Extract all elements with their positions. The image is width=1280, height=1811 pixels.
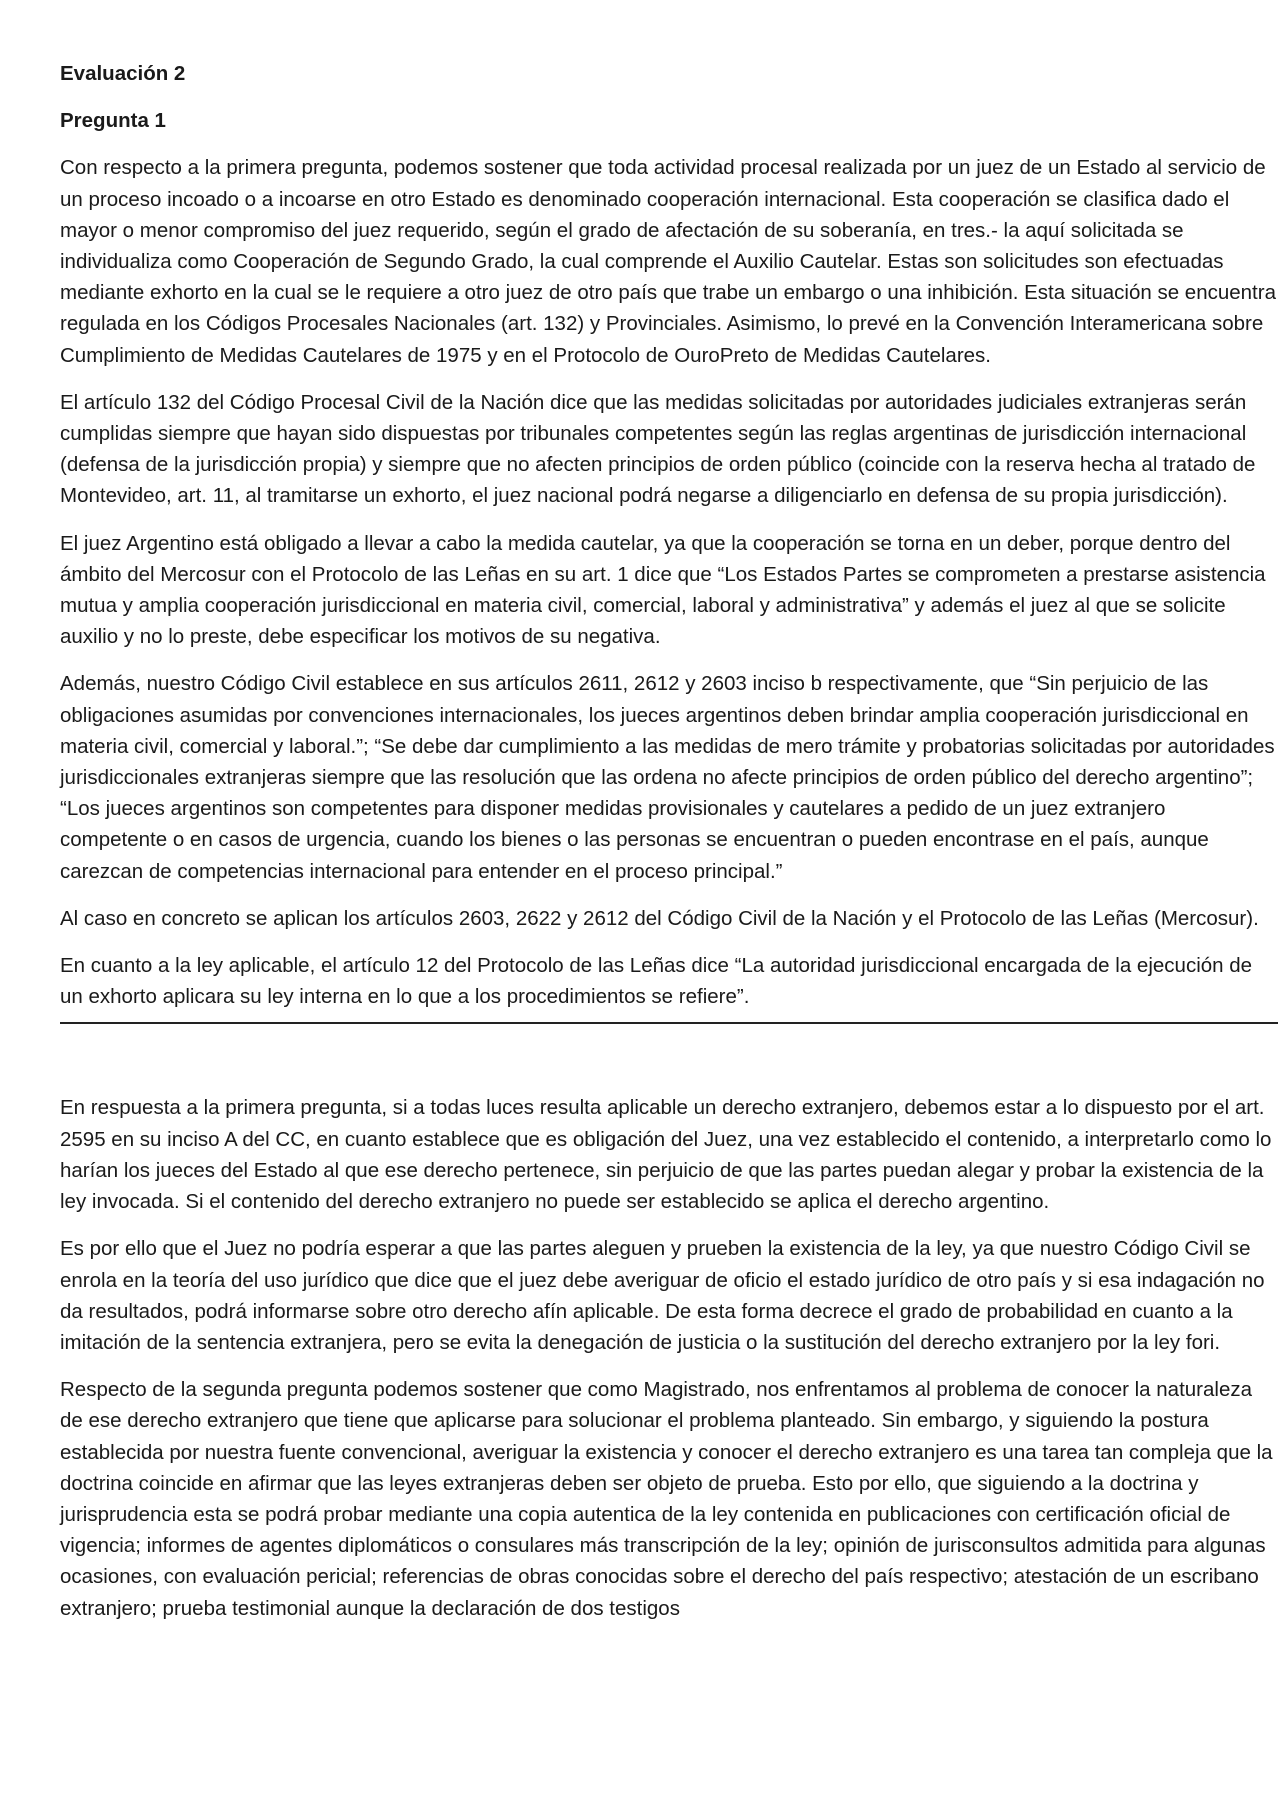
question-heading: Pregunta 1 (60, 109, 166, 133)
paragraph: Respecto de la segunda pregunta podemos sostener que como Magistrado, nos enfrentamos al problema de conocer la naturaleza de ese derecho extranjero que tiene que aplicarse para solucionar el problema planteado. Sin embargo, y siguiendo la postura establecida por nuestra fuente convencional, averiguar la existencia y conocer el derecho extranjero es una tarea tan compleja que la doctrina coincide en afirmar que las leyes extranjeras deben ser objeto de prueba. Esto por ello, que siguiendo a la doctrina y jurisprudencia esta se podrá probar mediante una copia autentica de la ley contenida en publicaciones con certificación oficial de vigencia; informes de agentes diplomáticos o consulares más transcripción de la ley; opinión de jurisconsultos admitida para algunas ocasiones, con evaluación pericial; referencias de obras conocidas sobre el derecho del país respectivo; atestación de un escribano extranjero; prueba testimonial aunque la declaración de dos testigos (60, 1378, 1273, 1620)
paragraph: Además, nuestro Código Civil establece en sus artículos 2611, 2612 y 2603 inciso b respectivamente, que “Sin perjuicio de las obligaciones asumidas por convenciones internacionales, los jueces argentinos deben brindar amplia cooperación jurisdiccional en materia civil, comercial y laboral.”; “Se debe dar cumplimiento a las medidas de mero trámite y probatorias solicitadas por autoridades jurisdiccionales extranjeras siempre que las resolución que las ordena no afecte principios de orden público del derecho argentino”; “Los jueces argentinos son competentes para disponer medidas provisionales y cautelares a pedido de un juez extranjero competente o en casos de urgencia, cuando los bienes o las personas se encuentran o pueden encontrase en el país, aunque carezcan de competencias internacional para entender en el proceso principal.” (60, 672, 1275, 883)
paragraph: Es por ello que el Juez no podría esperar a que las partes aleguen y prueben la existencia de la ley, ya que nuestro Código Civil se enrola en la teoría del uso jurídico que dice que el juez debe averiguar de oficio el estado jurídico de otro país y si esa indagación no da resultados, podrá informarse sobre otro derecho afín aplicable. De esta forma decrece el grado de probabilidad en cuanto a la imitación de la sentencia extranjera, pero se evita la denegación de justicia o la sustitución del derecho extranjero por la ley fori. (60, 1237, 1265, 1354)
document-title: Evaluación 2 (60, 62, 186, 85)
paragraph: El juez Argentino está obligado a llevar a cabo la medida cautelar, ya que la cooperación se torna en un deber, porque dentro del ámbito del Mercosur con el Protocolo de las Leñas en su art. 1 dice que “Los Estados Partes se comprometen a prestarse asistencia mutua y amplia cooperación jurisdiccional en materia civil, comercial, laboral y administrativa” y además el juez al que se solicite auxilio y no lo preste, debe especificar los motivos de su negativa. (60, 531, 1266, 649)
section-divider (60, 1022, 1278, 1024)
paragraph: Con respecto a la primera pregunta, podemos sostener que toda actividad procesal realizada por un juez de un Estado al servicio de un proceso incoado o a incoarse en otro Estado es denominado cooperación internacional. Esta cooperación se clasifica dado el mayor o menor compromiso del juez requerido, según el grado de afectación de su soberanía, en tres.- la aquí solicitada se individualiza como Cooperación de Segundo Grado, la cual comprende el Auxilio Cautelar. Estas son solicitudes son efectuadas mediante exhorto en la cual se le requiere a otro juez de otro país que trabe un embargo o una inhibición. Esta situación se encuentra regulada en los Códigos Procesales Nacionales (art. 132) y Provinciales. Asimismo, lo prevé en la Convención Interamericana sobre Cumplimiento de Medidas Cautelares de 1975 y en el Protocolo de OuroPreto de Medidas Cautelares. (60, 156, 1276, 367)
document-page (60, 58, 1278, 1640)
section-two (60, 1092, 1278, 1623)
section-one (60, 152, 1278, 1012)
paragraph: En cuanto a la ley aplicable, el artículo 12 del Protocolo de las Leñas dice “La autoridad jurisdiccional encargada de la ejecución de un exhorto aplicara su ley interna en lo que a los procedimientos se refiere”. (60, 954, 1253, 1009)
paragraph: El artículo 132 del Código Procesal Civil de la Nación dice que las medidas solicitadas por autoridades judiciales extranjeras serán cumplidas siempre que hayan sido dispuestas por tribunales competentes según las reglas argentinas de jurisdicción internacional (defensa de la jurisdicción propia) y siempre que no afecten principios de orden público (coincide con la reserva hecha al tratado de Montevideo, art. 11, al tramitarse un exhorto, el juez nacional podrá negarse a diligenciarlo en defensa de su propia jurisdicción). (60, 390, 1256, 508)
paragraph: En respuesta a la primera pregunta, si a todas luces resulta aplicable un derecho extranjero, debemos estar a lo dispuesto por el art. 2595 en su inciso A del CC, en cuanto establece que es obligación del Juez, una vez establecido el contenido, a interpretarlo como lo harían los jueces del Estado al que ese derecho pertenece, sin perjuicio de que las partes puedan alegar y probar la existencia de la ley invocada. Si el contenido del derecho extranjero no puede ser establecido se aplica el derecho argentino. (60, 1096, 1272, 1214)
paragraph: Al caso en concreto se aplican los artículos 2603, 2622 y 2612 del Código Civil de la Nación y el Protocolo de las Leñas (Mercosur). (60, 906, 1259, 930)
